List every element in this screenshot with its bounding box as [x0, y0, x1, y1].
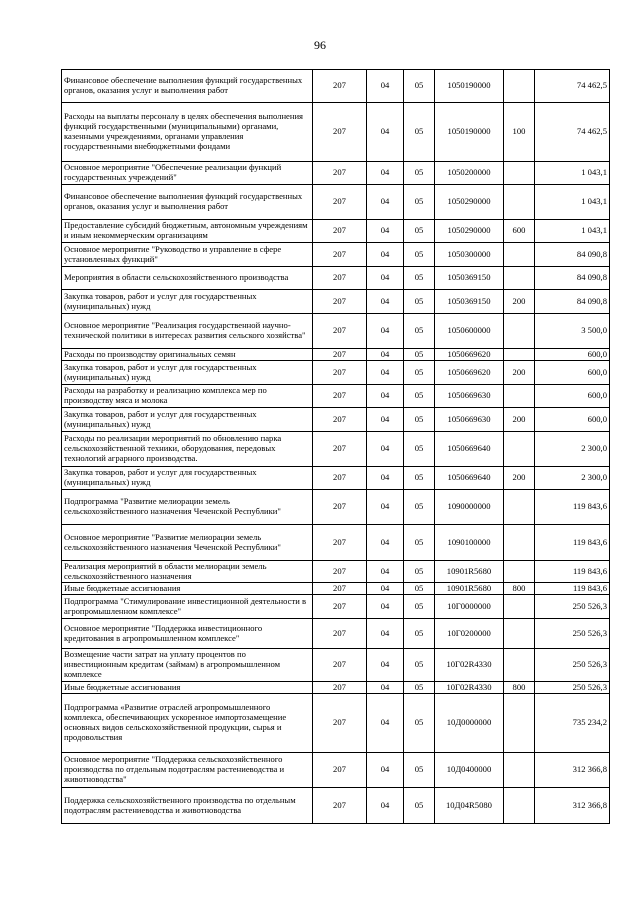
- section-code: 04: [367, 682, 404, 694]
- subsection-code: 05: [404, 682, 435, 694]
- section-code: 04: [367, 619, 404, 649]
- expense-type-code: 200: [504, 361, 535, 385]
- section-code: 04: [367, 595, 404, 619]
- table-row: [62, 682, 610, 694]
- target-article-code: 1050669620: [435, 349, 504, 361]
- table-row: [62, 103, 610, 162]
- expense-type-code: [504, 70, 535, 103]
- amount: 250 526,3: [535, 682, 610, 694]
- amount: 74 462,5: [535, 103, 610, 162]
- subsection-code: 05: [404, 267, 435, 290]
- target-article-code: 1050190000: [435, 70, 504, 103]
- expense-type-code: [504, 349, 535, 361]
- subsection-code: 05: [404, 290, 435, 314]
- dept-code: 207: [313, 349, 367, 361]
- subsection-code: 05: [404, 583, 435, 595]
- table-row: [62, 619, 610, 649]
- section-code: 04: [367, 267, 404, 290]
- table-row: [62, 525, 610, 561]
- amount: 600,0: [535, 408, 610, 432]
- amount: 250 526,3: [535, 649, 610, 682]
- section-code: 04: [367, 185, 404, 220]
- subsection-code: 05: [404, 103, 435, 162]
- section-code: 04: [367, 385, 404, 408]
- expense-type-code: [504, 694, 535, 753]
- item-name: Предоставление субсидий бюджетным, автономным учреждениям и иным некоммерческим организациям: [62, 220, 313, 243]
- section-code: 04: [367, 162, 404, 185]
- target-article-code: 10Д0400000: [435, 753, 504, 788]
- subsection-code: 05: [404, 385, 435, 408]
- section-code: 04: [367, 314, 404, 349]
- target-article-code: 1050369150: [435, 267, 504, 290]
- item-name: Основное мероприятие "Поддержка инвестиционного кредитования в агропромышленном комплексе": [62, 619, 313, 649]
- amount: 119 843,6: [535, 583, 610, 595]
- dept-code: 207: [313, 432, 367, 467]
- subsection-code: 05: [404, 408, 435, 432]
- item-name: Иные бюджетные ассигнования: [62, 682, 313, 694]
- expense-type-code: 800: [504, 682, 535, 694]
- target-article-code: 1050669630: [435, 408, 504, 432]
- subsection-code: 05: [404, 70, 435, 103]
- expense-type-code: 200: [504, 467, 535, 490]
- dept-code: 207: [313, 649, 367, 682]
- section-code: 04: [367, 753, 404, 788]
- target-article-code: 10Д04R5080: [435, 788, 504, 824]
- table-row: [62, 408, 610, 432]
- item-name: Основное мероприятие "Обеспечение реализации функций государственных учреждений": [62, 162, 313, 185]
- table-row: [62, 385, 610, 408]
- target-article-code: 1050190000: [435, 103, 504, 162]
- target-article-code: 1050669640: [435, 432, 504, 467]
- item-name: Основное мероприятие "Руководство и управление в сфере установленных функций": [62, 243, 313, 267]
- subsection-code: 05: [404, 185, 435, 220]
- expense-type-code: [504, 788, 535, 824]
- expense-type-code: [504, 490, 535, 525]
- subsection-code: 05: [404, 649, 435, 682]
- dept-code: 207: [313, 361, 367, 385]
- amount: 600,0: [535, 361, 610, 385]
- subsection-code: 05: [404, 349, 435, 361]
- dept-code: 207: [313, 788, 367, 824]
- item-name: Расходы на выплаты персоналу в целях обеспечения выполнения функций государственными (муниципальными) органами, казенными учреждениями, органами управления государственными внебюджетными фондами: [62, 103, 313, 162]
- amount: 312 366,8: [535, 753, 610, 788]
- expense-type-code: [504, 185, 535, 220]
- section-code: 04: [367, 525, 404, 561]
- target-article-code: 1050369150: [435, 290, 504, 314]
- dept-code: 207: [313, 314, 367, 349]
- table-row: [62, 583, 610, 595]
- item-name: Подпрограмма "Стимулирование инвестиционной деятельности в агропромышленном комплексе": [62, 595, 313, 619]
- amount: 1 043,1: [535, 162, 610, 185]
- dept-code: 207: [313, 694, 367, 753]
- amount: 2 300,0: [535, 432, 610, 467]
- expense-type-code: [504, 314, 535, 349]
- target-article-code: 10Г0000000: [435, 595, 504, 619]
- target-article-code: 10Г0200000: [435, 619, 504, 649]
- section-code: 04: [367, 694, 404, 753]
- dept-code: 207: [313, 753, 367, 788]
- item-name: Финансовое обеспечение выполнения функций государственных органов, оказания услуг и выполнения работ: [62, 185, 313, 220]
- table-row: [62, 290, 610, 314]
- item-name: Основное мероприятие "Поддержка сельскохозяйственного производства по отдельным подотраслям растениеводства и животноводства": [62, 753, 313, 788]
- target-article-code: 1050669640: [435, 467, 504, 490]
- expense-type-code: 800: [504, 583, 535, 595]
- subsection-code: 05: [404, 314, 435, 349]
- amount: 1 043,1: [535, 185, 610, 220]
- dept-code: 207: [313, 467, 367, 490]
- amount: 250 526,3: [535, 619, 610, 649]
- target-article-code: 10901R5680: [435, 583, 504, 595]
- target-article-code: 1050669630: [435, 385, 504, 408]
- item-name: Закупка товаров, работ и услуг для государственных (муниципальных) нужд: [62, 361, 313, 385]
- item-name: Основное мероприятие "Развитие мелиорации земель сельскохозяйственного назначения Чеченской Республики": [62, 525, 313, 561]
- amount: 3 500,0: [535, 314, 610, 349]
- item-name: Мероприятия в области сельскохозяйственного производства: [62, 267, 313, 290]
- table-row: [62, 788, 610, 824]
- expense-type-code: [504, 432, 535, 467]
- item-name: Расходы по реализации мероприятий по обновлению парка сельскохозяйственной техники, оборудования, передовых технологий аграрного производства.: [62, 432, 313, 467]
- target-article-code: 1050300000: [435, 243, 504, 267]
- section-code: 04: [367, 561, 404, 583]
- table-row: [62, 267, 610, 290]
- target-article-code: 10Г02R4330: [435, 682, 504, 694]
- dept-code: 207: [313, 682, 367, 694]
- section-code: 04: [367, 361, 404, 385]
- subsection-code: 05: [404, 467, 435, 490]
- dept-code: 207: [313, 267, 367, 290]
- table-row: [62, 490, 610, 525]
- subsection-code: 05: [404, 220, 435, 243]
- subsection-code: 05: [404, 162, 435, 185]
- target-article-code: 10901R5680: [435, 561, 504, 583]
- target-article-code: 1090000000: [435, 490, 504, 525]
- expense-type-code: [504, 561, 535, 583]
- dept-code: 207: [313, 103, 367, 162]
- subsection-code: 05: [404, 788, 435, 824]
- table-row: [62, 753, 610, 788]
- dept-code: 207: [313, 490, 367, 525]
- expense-type-code: [504, 267, 535, 290]
- expense-type-code: [504, 525, 535, 561]
- amount: 119 843,6: [535, 490, 610, 525]
- target-article-code: 1090100000: [435, 525, 504, 561]
- expense-type-code: 200: [504, 290, 535, 314]
- dept-code: 207: [313, 583, 367, 595]
- table-row: [62, 243, 610, 267]
- dept-code: 207: [313, 70, 367, 103]
- amount: 74 462,5: [535, 70, 610, 103]
- item-name: Реализация мероприятий в области мелиорации земель сельскохозяйственного назначения: [62, 561, 313, 583]
- table-row: [62, 185, 610, 220]
- section-code: 04: [367, 467, 404, 490]
- section-code: 04: [367, 649, 404, 682]
- item-name: Закупка товаров, работ и услуг для государственных (муниципальных) нужд: [62, 408, 313, 432]
- target-article-code: 1050200000: [435, 162, 504, 185]
- expense-type-code: [504, 162, 535, 185]
- expense-type-code: [504, 595, 535, 619]
- item-name: Иные бюджетные ассигнования: [62, 583, 313, 595]
- amount: 84 090,8: [535, 243, 610, 267]
- table-row: [62, 349, 610, 361]
- dept-code: 207: [313, 220, 367, 243]
- expense-type-code: [504, 385, 535, 408]
- amount: 84 090,8: [535, 267, 610, 290]
- page-number: 96: [314, 38, 326, 52]
- target-article-code: 10Г02R4330: [435, 649, 504, 682]
- dept-code: 207: [313, 525, 367, 561]
- dept-code: 207: [313, 385, 367, 408]
- table-row: [62, 432, 610, 467]
- dept-code: 207: [313, 595, 367, 619]
- subsection-code: 05: [404, 561, 435, 583]
- table-row: [62, 561, 610, 583]
- item-name: Закупка товаров, работ и услуг для государственных (муниципальных) нужд: [62, 467, 313, 490]
- expense-type-code: 100: [504, 103, 535, 162]
- item-name: Подпрограмма «Развитие отраслей агропромышленного комплекса, обеспечивающих ускоренное импортозамещение основных видов сельскохозяйственной продукции, сырья и продовольствия: [62, 694, 313, 753]
- target-article-code: 1050290000: [435, 220, 504, 243]
- dept-code: 207: [313, 162, 367, 185]
- amount: 600,0: [535, 385, 610, 408]
- amount: 84 090,8: [535, 290, 610, 314]
- table-row: [62, 694, 610, 753]
- dept-code: 207: [313, 561, 367, 583]
- subsection-code: 05: [404, 490, 435, 525]
- subsection-code: 05: [404, 595, 435, 619]
- subsection-code: 05: [404, 525, 435, 561]
- section-code: 04: [367, 788, 404, 824]
- amount: 312 366,8: [535, 788, 610, 824]
- subsection-code: 05: [404, 432, 435, 467]
- subsection-code: 05: [404, 619, 435, 649]
- section-code: 04: [367, 243, 404, 267]
- expense-type-code: 200: [504, 408, 535, 432]
- item-name: Подпрограмма "Развитие мелиорации земель сельскохозяйственного назначения Чеченской Республики": [62, 490, 313, 525]
- item-name: Финансовое обеспечение выполнения функций государственных органов, оказания услуг и выполнения работ: [62, 70, 313, 103]
- subsection-code: 05: [404, 694, 435, 753]
- table-row: [62, 314, 610, 349]
- section-code: 04: [367, 408, 404, 432]
- expense-type-code: 600: [504, 220, 535, 243]
- item-name: Закупка товаров, работ и услуг для государственных (муниципальных) нужд: [62, 290, 313, 314]
- amount: 2 300,0: [535, 467, 610, 490]
- section-code: 04: [367, 349, 404, 361]
- section-code: 04: [367, 583, 404, 595]
- table-row: [62, 361, 610, 385]
- target-article-code: 1050669620: [435, 361, 504, 385]
- dept-code: 207: [313, 408, 367, 432]
- target-article-code: 1050290000: [435, 185, 504, 220]
- dept-code: 207: [313, 290, 367, 314]
- subsection-code: 05: [404, 361, 435, 385]
- section-code: 04: [367, 103, 404, 162]
- item-name: Возмещение части затрат на уплату процентов по инвестиционным кредитам (займам) в агропромышленном комплексе: [62, 649, 313, 682]
- table-row: [62, 162, 610, 185]
- amount: 1 043,1: [535, 220, 610, 243]
- subsection-code: 05: [404, 753, 435, 788]
- table-row: [62, 467, 610, 490]
- section-code: 04: [367, 490, 404, 525]
- amount: 119 843,6: [535, 525, 610, 561]
- section-code: 04: [367, 70, 404, 103]
- section-code: 04: [367, 290, 404, 314]
- expense-type-code: [504, 753, 535, 788]
- target-article-code: 10Д0000000: [435, 694, 504, 753]
- item-name: Основное мероприятие "Реализация государственной научно-технической политики в интересах развития сельского хозяйства": [62, 314, 313, 349]
- dept-code: 207: [313, 185, 367, 220]
- section-code: 04: [367, 220, 404, 243]
- amount: 119 843,6: [535, 561, 610, 583]
- dept-code: 207: [313, 619, 367, 649]
- expense-type-code: [504, 649, 535, 682]
- expense-type-code: [504, 243, 535, 267]
- expense-type-code: [504, 619, 535, 649]
- amount: 250 526,3: [535, 595, 610, 619]
- item-name: Расходы по производству оригинальных семян: [62, 349, 313, 361]
- target-article-code: 1050600000: [435, 314, 504, 349]
- table-row: [62, 220, 610, 243]
- budget-table: [61, 69, 610, 824]
- subsection-code: 05: [404, 243, 435, 267]
- dept-code: 207: [313, 243, 367, 267]
- item-name: Поддержка сельскохозяйственного производства по отдельным подотраслям растениеводства и животноводства: [62, 788, 313, 824]
- item-name: Расходы на разработку и реализацию комплекса мер по производству мяса и молока: [62, 385, 313, 408]
- table-row: [62, 595, 610, 619]
- table-row: [62, 649, 610, 682]
- amount: 600,0: [535, 349, 610, 361]
- section-code: 04: [367, 432, 404, 467]
- table-row: [62, 70, 610, 103]
- amount: 735 234,2: [535, 694, 610, 753]
